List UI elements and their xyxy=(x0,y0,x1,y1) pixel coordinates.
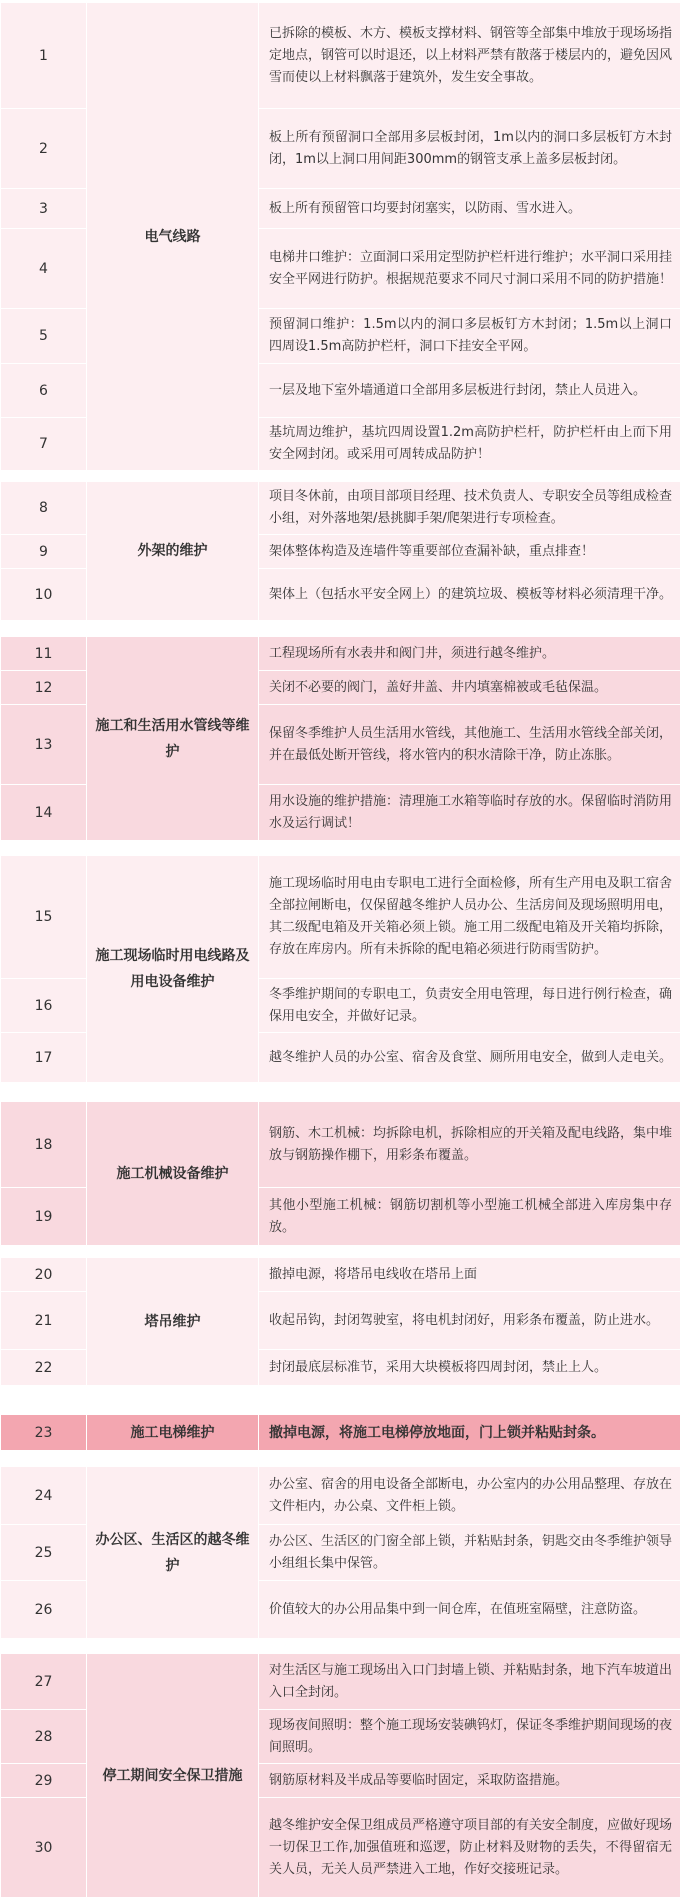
table-row xyxy=(1,1415,680,1451)
row-number: 12 xyxy=(1,671,87,705)
row-number: 4 xyxy=(1,229,87,309)
row-number: 8 xyxy=(1,482,87,535)
row-text: 办公室、宿舍的用电设备全部断电，办公室内的办公用品整理、存放在文件柜内，办公桌、文件柜上锁。 xyxy=(259,1467,680,1525)
row-number: 11 xyxy=(1,637,87,671)
row-number: 27 xyxy=(1,1654,87,1710)
table-row xyxy=(1,1102,680,1188)
table-row xyxy=(1,1654,680,1710)
row-number: 6 xyxy=(1,364,87,418)
row-text: 电梯井口维护：立面洞口采用定型防护栏杆进行维护；水平洞口采用挂安全平网进行防护。根据规范要求不同尺寸洞口采用不同的防护措施！ xyxy=(259,229,680,309)
row-number: 10 xyxy=(1,569,87,621)
row-text: 撤掉电源，将塔吊电线收在塔吊上面 xyxy=(259,1258,680,1292)
row-text: 施工现场临时用电由专职电工进行全面检修，所有生产用电及职工宿舍全部拉闸断电，仅保留越冬维护人员办公、生活房间及现场照明用电，其二级配电箱及开关箱必须上锁。施工用二级配电箱及开关箱均拆除，存放在库房内。所有未拆除的配电箱必须进行防雨雪防护。 xyxy=(259,856,680,979)
row-text: 撤掉电源，将施工电梯停放地面，门上锁并粘贴封条。 xyxy=(259,1415,680,1451)
category-label: 停工期间安全保卫措施 xyxy=(87,1654,259,1898)
row-text: 预留洞口维护：1.5m以内的洞口多层板钉方木封闭；1.5m以上洞口四周设1.5m高防护栏杆，洞口下挂安全平网。 xyxy=(259,309,680,364)
row-number: 24 xyxy=(1,1467,87,1525)
section-office-living-area xyxy=(0,1466,680,1639)
section-tower-crane xyxy=(0,1257,680,1386)
category-label: 外架的维护 xyxy=(87,482,259,621)
row-number: 2 xyxy=(1,109,87,189)
row-text: 架体整体构造及连墙件等重要部位查漏补缺，重点排查！ xyxy=(259,535,680,569)
table-row xyxy=(1,1467,680,1525)
row-text: 价值较大的办公用品集中到一间仓库，在值班室隔壁，注意防盗。 xyxy=(259,1581,680,1639)
row-text: 工程现场所有水表井和阀门井，须进行越冬维护。 xyxy=(259,637,680,671)
table-row xyxy=(1,1258,680,1292)
row-text: 越冬维护人员的办公室、宿舍及食堂、厕所用电安全，做到人走电关。 xyxy=(259,1033,680,1083)
row-number: 18 xyxy=(1,1102,87,1188)
row-text: 基坑周边维护，基坑四周设置1.2m高防护栏杆，防护栏杆由上而下用安全网封闭。或采用可周转成品防护！ xyxy=(259,418,680,471)
section-electrical xyxy=(0,2,680,471)
table-row xyxy=(1,482,680,535)
row-number: 26 xyxy=(1,1581,87,1639)
row-text: 冬季维护期间的专职电工，负责安全用电管理，每日进行例行检查，确保用电安全，并做好记录。 xyxy=(259,979,680,1033)
row-number: 20 xyxy=(1,1258,87,1292)
row-text: 板上所有预留洞口全部用多层板封闭，1m以内的洞口多层板钉方木封闭，1m以上洞口用间距300mm的钢管支承上盖多层板封闭。 xyxy=(259,109,680,189)
row-number: 3 xyxy=(1,189,87,229)
row-number: 14 xyxy=(1,785,87,841)
table-row xyxy=(1,856,680,979)
row-number: 15 xyxy=(1,856,87,979)
row-text: 对生活区与施工现场出入口门封墙上锁、并粘贴封条，地下汽车坡道出入口全封闭。 xyxy=(259,1654,680,1710)
category-label: 电气线路 xyxy=(87,3,259,471)
row-number: 7 xyxy=(1,418,87,471)
row-text: 保留冬季维护人员生活用水管线，其他施工、生活用水管线全部关闭，并在最低处断开管线，将水管内的积水清除干净，防止冻胀。 xyxy=(259,705,680,785)
row-number: 5 xyxy=(1,309,87,364)
section-temporary-power xyxy=(0,855,680,1083)
row-text: 收起吊钩，封闭驾驶室，将电机封闭好，用彩条布覆盖，防止进水。 xyxy=(259,1292,680,1350)
row-number: 29 xyxy=(1,1764,87,1798)
row-text: 办公区、生活区的门窗全部上锁，并粘贴封条，钥匙交由冬季维护领导小组组长集中保管。 xyxy=(259,1525,680,1581)
row-text: 架体上（包括水平安全网上）的建筑垃圾、模板等材料必须清理干净。 xyxy=(259,569,680,621)
section-machinery xyxy=(0,1101,680,1246)
row-number: 13 xyxy=(1,705,87,785)
row-number: 28 xyxy=(1,1710,87,1764)
row-number: 17 xyxy=(1,1033,87,1083)
row-text: 钢筋原材料及半成品等要临时固定，采取防盗措施。 xyxy=(259,1764,680,1798)
section-water-lines xyxy=(0,636,680,841)
row-text: 封闭最底层标准节，采用大块模板将四周封闭，禁止上人。 xyxy=(259,1350,680,1386)
category-label: 施工机械设备维护 xyxy=(87,1102,259,1246)
row-text: 用水设施的维护措施：清理施工水箱等临时存放的水。保留临时消防用水及运行调试！ xyxy=(259,785,680,841)
category-label: 施工和生活用水管线等维护 xyxy=(87,637,259,841)
row-number: 9 xyxy=(1,535,87,569)
row-text: 其他小型施工机械：钢筋切割机等小型施工机械全部进入库房集中存放。 xyxy=(259,1188,680,1246)
table-row xyxy=(1,637,680,671)
row-text: 现场夜间照明：整个施工现场安装碘钨灯，保证冬季维护期间现场的夜间照明。 xyxy=(259,1710,680,1764)
row-number: 21 xyxy=(1,1292,87,1350)
row-number: 22 xyxy=(1,1350,87,1386)
row-text: 一层及地下室外墙通道口全部用多层板进行封闭，禁止人员进入。 xyxy=(259,364,680,418)
row-text: 已拆除的模板、木方、模板支撑材料、钢管等全部集中堆放于现场场指定地点，钢管可以时退还，以上材料严禁有散落于楼层内的，避免因风雪而使以上材料飘落于建筑外，发生安全事故。 xyxy=(259,3,680,109)
row-number: 25 xyxy=(1,1525,87,1581)
row-number: 16 xyxy=(1,979,87,1033)
section-scaffold xyxy=(0,481,680,621)
row-text: 越冬维护安全保卫组成员严格遵守项目部的有关安全制度，应做好现场一切保卫工作,加强值班和巡逻，防止材料及财物的丢失，不得留宿无关人员，无关人员严禁进入工地，作好交接班记录。 xyxy=(259,1798,680,1898)
category-label: 办公区、生活区的越冬维护 xyxy=(87,1467,259,1639)
row-text: 项目冬休前，由项目部项目经理、技术负责人、专职安全员等组成检查小组，对外落地架/悬挑脚手架/爬架进行专项检查。 xyxy=(259,482,680,535)
row-number: 23 xyxy=(1,1415,87,1451)
row-text: 板上所有预留管口均要封闭塞实，以防雨、雪水进入。 xyxy=(259,189,680,229)
category-label: 施工现场临时用电线路及用电设备维护 xyxy=(87,856,259,1083)
row-number: 1 xyxy=(1,3,87,109)
section-security xyxy=(0,1653,680,1898)
section-construction-elevator xyxy=(0,1414,680,1451)
table-row xyxy=(1,3,680,109)
row-number: 19 xyxy=(1,1188,87,1246)
row-text: 关闭不必要的阀门，盖好井盖、井内填塞棉被或毛毡保温。 xyxy=(259,671,680,705)
row-text: 钢筋、木工机械：均拆除电机，拆除相应的开关箱及配电线路，集中堆放与钢筋操作棚下，用彩条布覆盖。 xyxy=(259,1102,680,1188)
row-number: 30 xyxy=(1,1798,87,1898)
category-label: 施工电梯维护 xyxy=(87,1415,259,1451)
category-label: 塔吊维护 xyxy=(87,1258,259,1386)
